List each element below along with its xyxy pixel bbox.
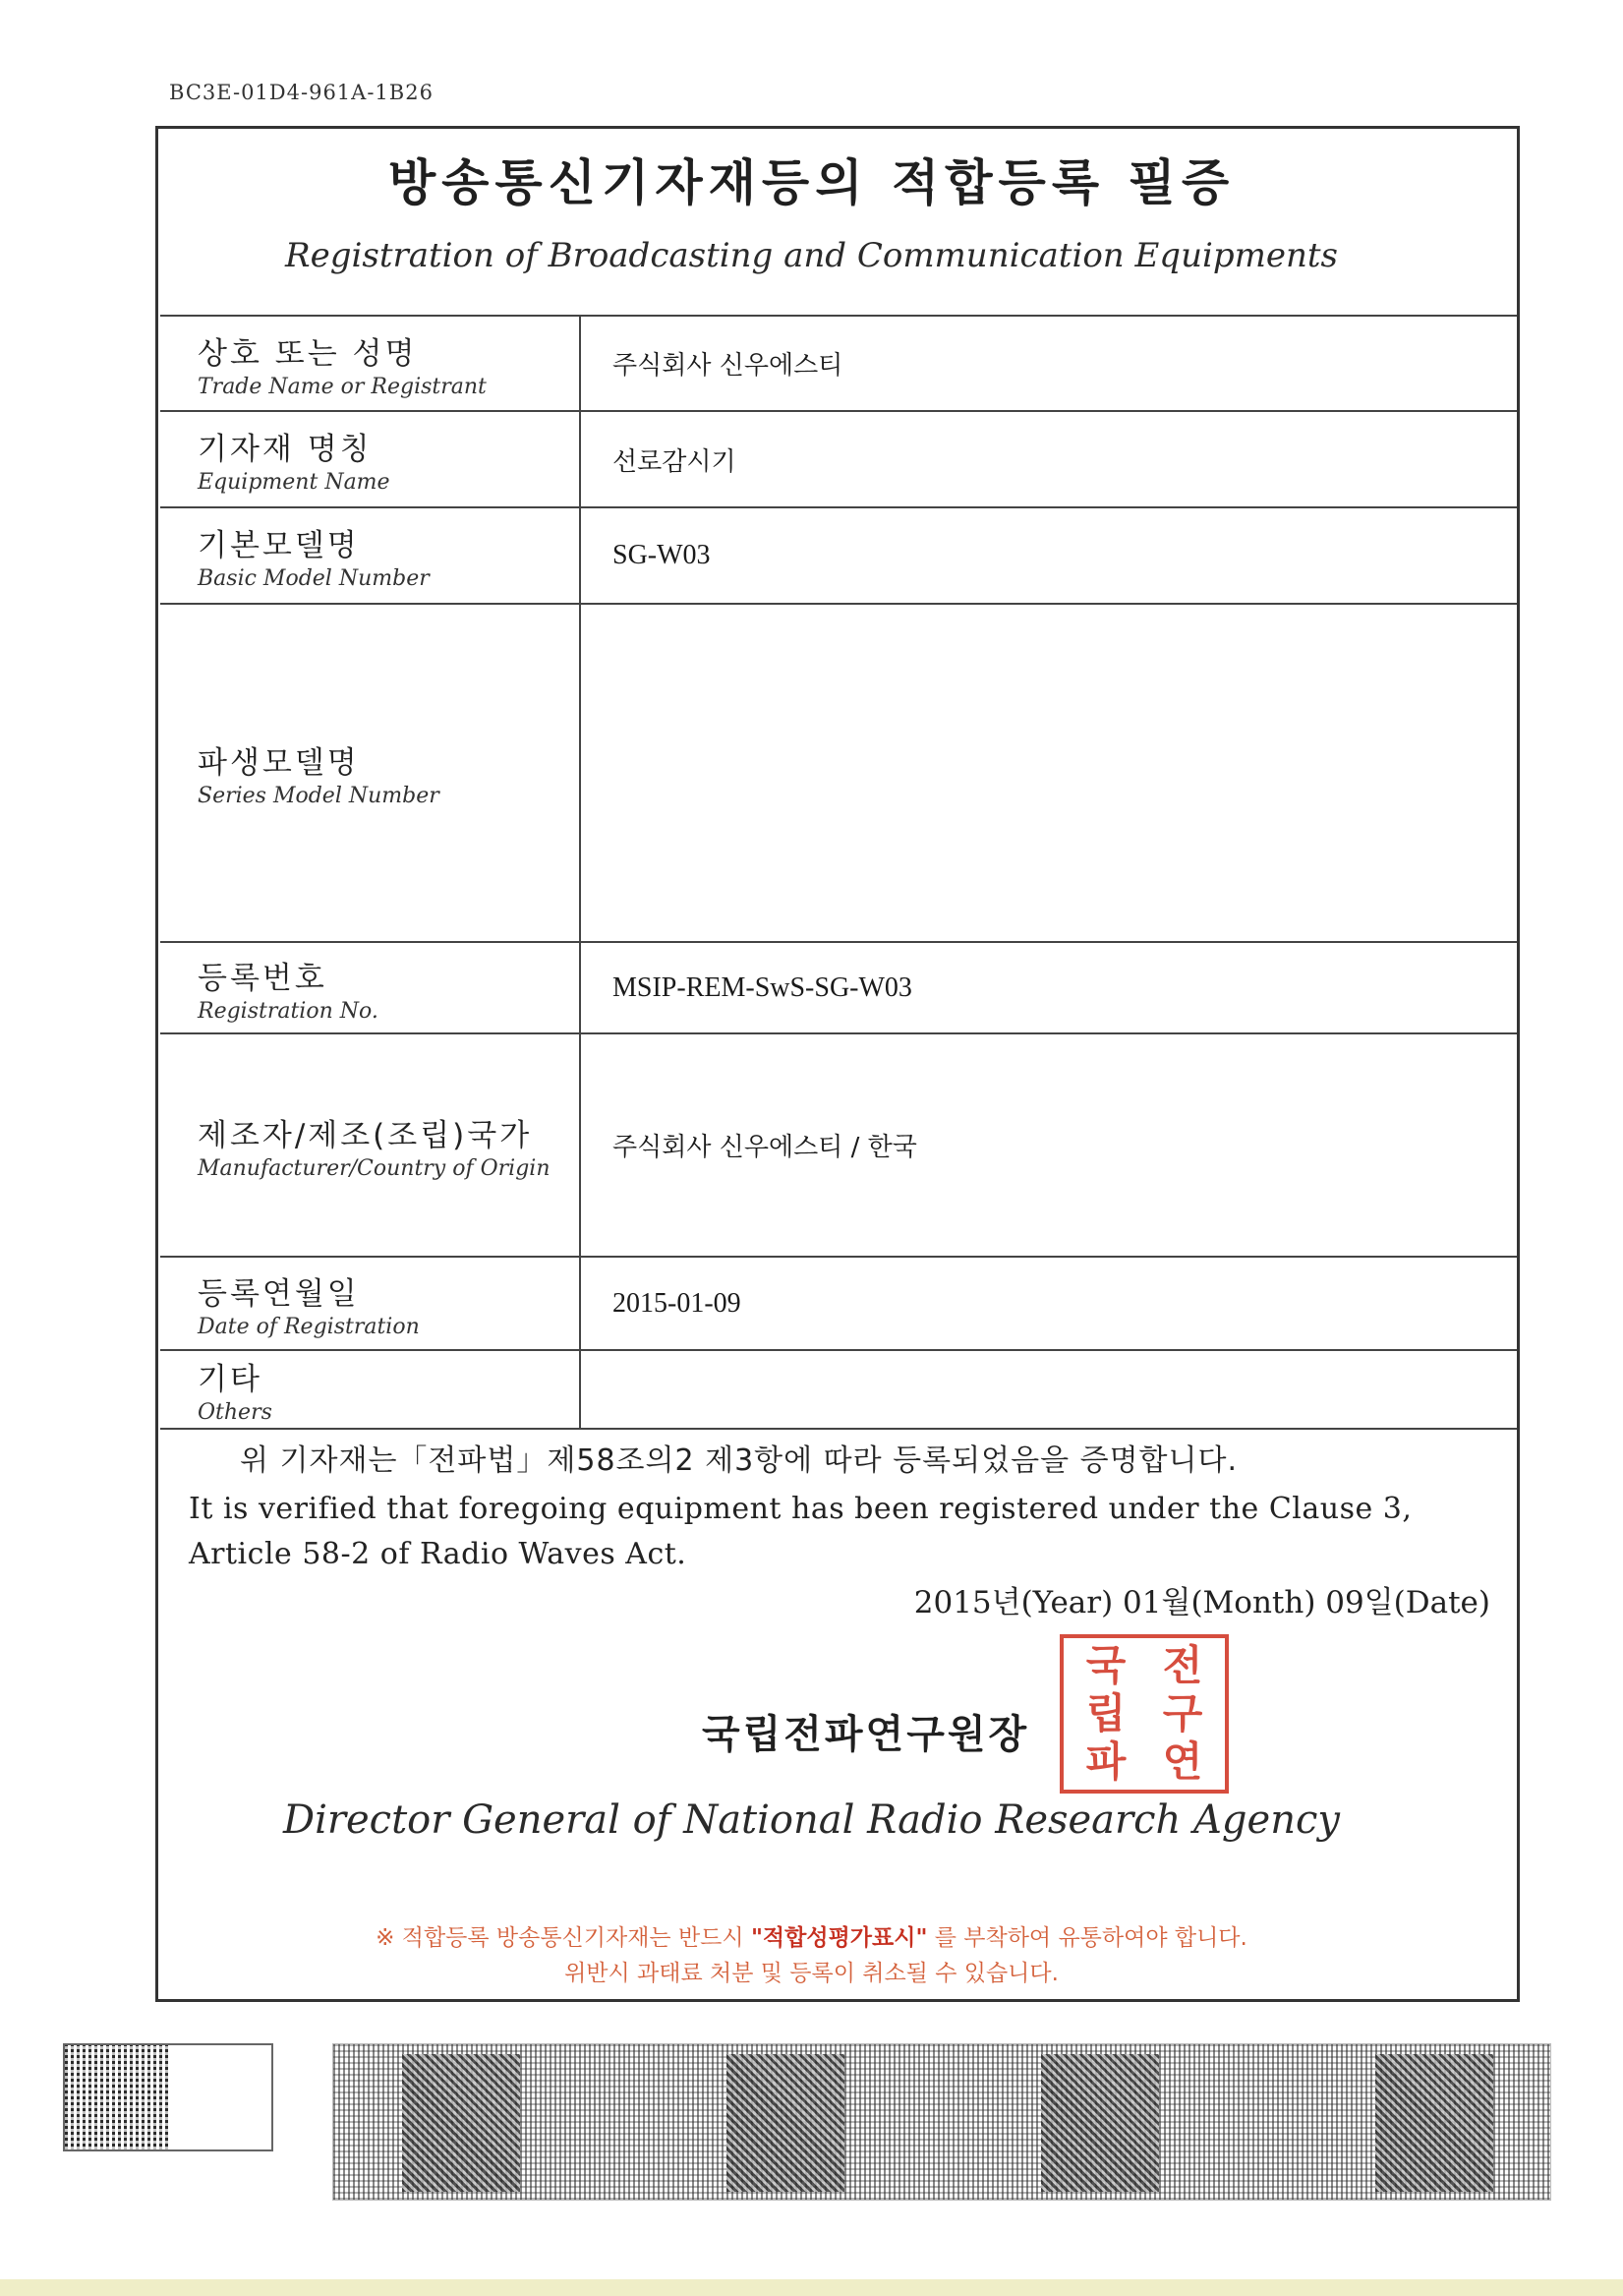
row-basic-model [160,508,1517,605]
label-korean: 기자재 명칭 [198,432,373,467]
document-id: BC3E-01D4-961A-1B26 [169,81,434,104]
large-barcode [332,2043,1551,2201]
field-label [160,412,581,506]
seal-char: 전 [1162,1641,1203,1690]
equipment-name-value: 선로감시기 [612,446,736,477]
barcode-block [1041,2054,1159,2192]
small-barcode [63,2043,273,2151]
label-english: Basic Model Number [198,566,430,591]
field-label [160,943,581,1032]
label-korean: 등록연월일 [198,1275,360,1312]
notice-highlight: "적합성평가표시" [750,1925,928,1951]
barcode-block [402,2054,520,2192]
seal-char: 립 [1085,1688,1127,1737]
registration-no-value: MSIP-REM-SwS-SG-W03 [612,971,912,1003]
label-korean: 파생모델명 [198,745,360,781]
label-english: Equipment Name [198,470,390,495]
label-korean: 기본모델명 [198,528,360,563]
row-registration-no [160,943,1517,1034]
issue-date: 2015년(Year) 01월(Month) 09일(Date) [913,1585,1490,1620]
statement-english-line1: It is verified that foregoing equipment has been registered under the Clause 3, [189,1492,1413,1526]
label-english: Manufacturer/Country of Origin [198,1155,551,1181]
label-korean: 상호 또는 성명 [198,335,418,372]
label-english: Registration No. [198,998,378,1024]
statement-english [189,1487,1496,1577]
field-label [160,508,581,603]
label-korean: 제조자/제조(조립)국가 [198,1117,533,1153]
row-registration-date [160,1258,1517,1351]
registration-table [160,315,1517,1430]
statement-english-line2: Article 58-2 of Radio Waves Act. [189,1537,687,1571]
signer-korean: 국립전파연구원장 [702,1712,1030,1757]
label-korean: 등록번호 [198,960,327,996]
label-english: Date of Registration [198,1314,420,1339]
seal-char: 파 [1085,1737,1127,1786]
series-model-value [581,605,1517,941]
row-equipment-name [160,412,1517,508]
title-korean: 방송통신기자재등의 적합등록 필증 [387,154,1236,211]
notice-line2: 위반시 과태료 처분 및 등록이 취소될 수 있습니다. [564,1961,1059,1986]
label-english: Others [198,1400,272,1425]
scan-edge [0,2279,1623,2296]
seal-char: 구 [1162,1688,1203,1737]
trade-name-value: 주식회사 신우에스티 [612,351,843,381]
seal-char: 국 [1085,1641,1127,1690]
row-others [160,1351,1517,1430]
field-label [160,317,581,410]
official-seal [1060,1634,1229,1794]
row-series-model [160,605,1517,943]
row-trade-name [160,317,1517,412]
label-english: Series Model Number [198,784,439,808]
registration-date-value: 2015-01-09 [612,1287,741,1319]
notice-suffix: 를 부착하여 유통하여야 합니다. [934,1925,1247,1951]
seal-char: 연 [1162,1737,1203,1786]
field-label [160,1034,581,1256]
barcode-block [726,2054,844,2192]
row-manufacturer [160,1034,1517,1258]
verification-statement [189,1436,1496,1577]
signer-english: Director General of National Radio Research Agency [283,1797,1340,1843]
field-label [160,1351,581,1428]
manufacturer-value: 주식회사 신우에스티 / 한국 [612,1133,917,1162]
label-english: Trade Name or Registrant [198,374,487,399]
barcode-block [1375,2054,1493,2192]
others-value [581,1351,1517,1428]
field-label [160,1258,581,1349]
field-label [160,605,581,941]
label-korean: 기타 [198,1362,262,1397]
title-english: Registration of Broadcasting and Communication Equipments [285,236,1338,275]
notice-prefix: ※ 적합등록 방송통신기자재는 반드시 [376,1925,744,1951]
small-barcode-pattern [65,2045,171,2149]
statement-korean: 위 기자재는「전파법」제58조의2 제3항에 따라 등록되었음을 증명합니다. [240,1443,1239,1478]
notice-line1 [0,1919,1623,1952]
basic-model-value: SG-W03 [612,540,711,570]
